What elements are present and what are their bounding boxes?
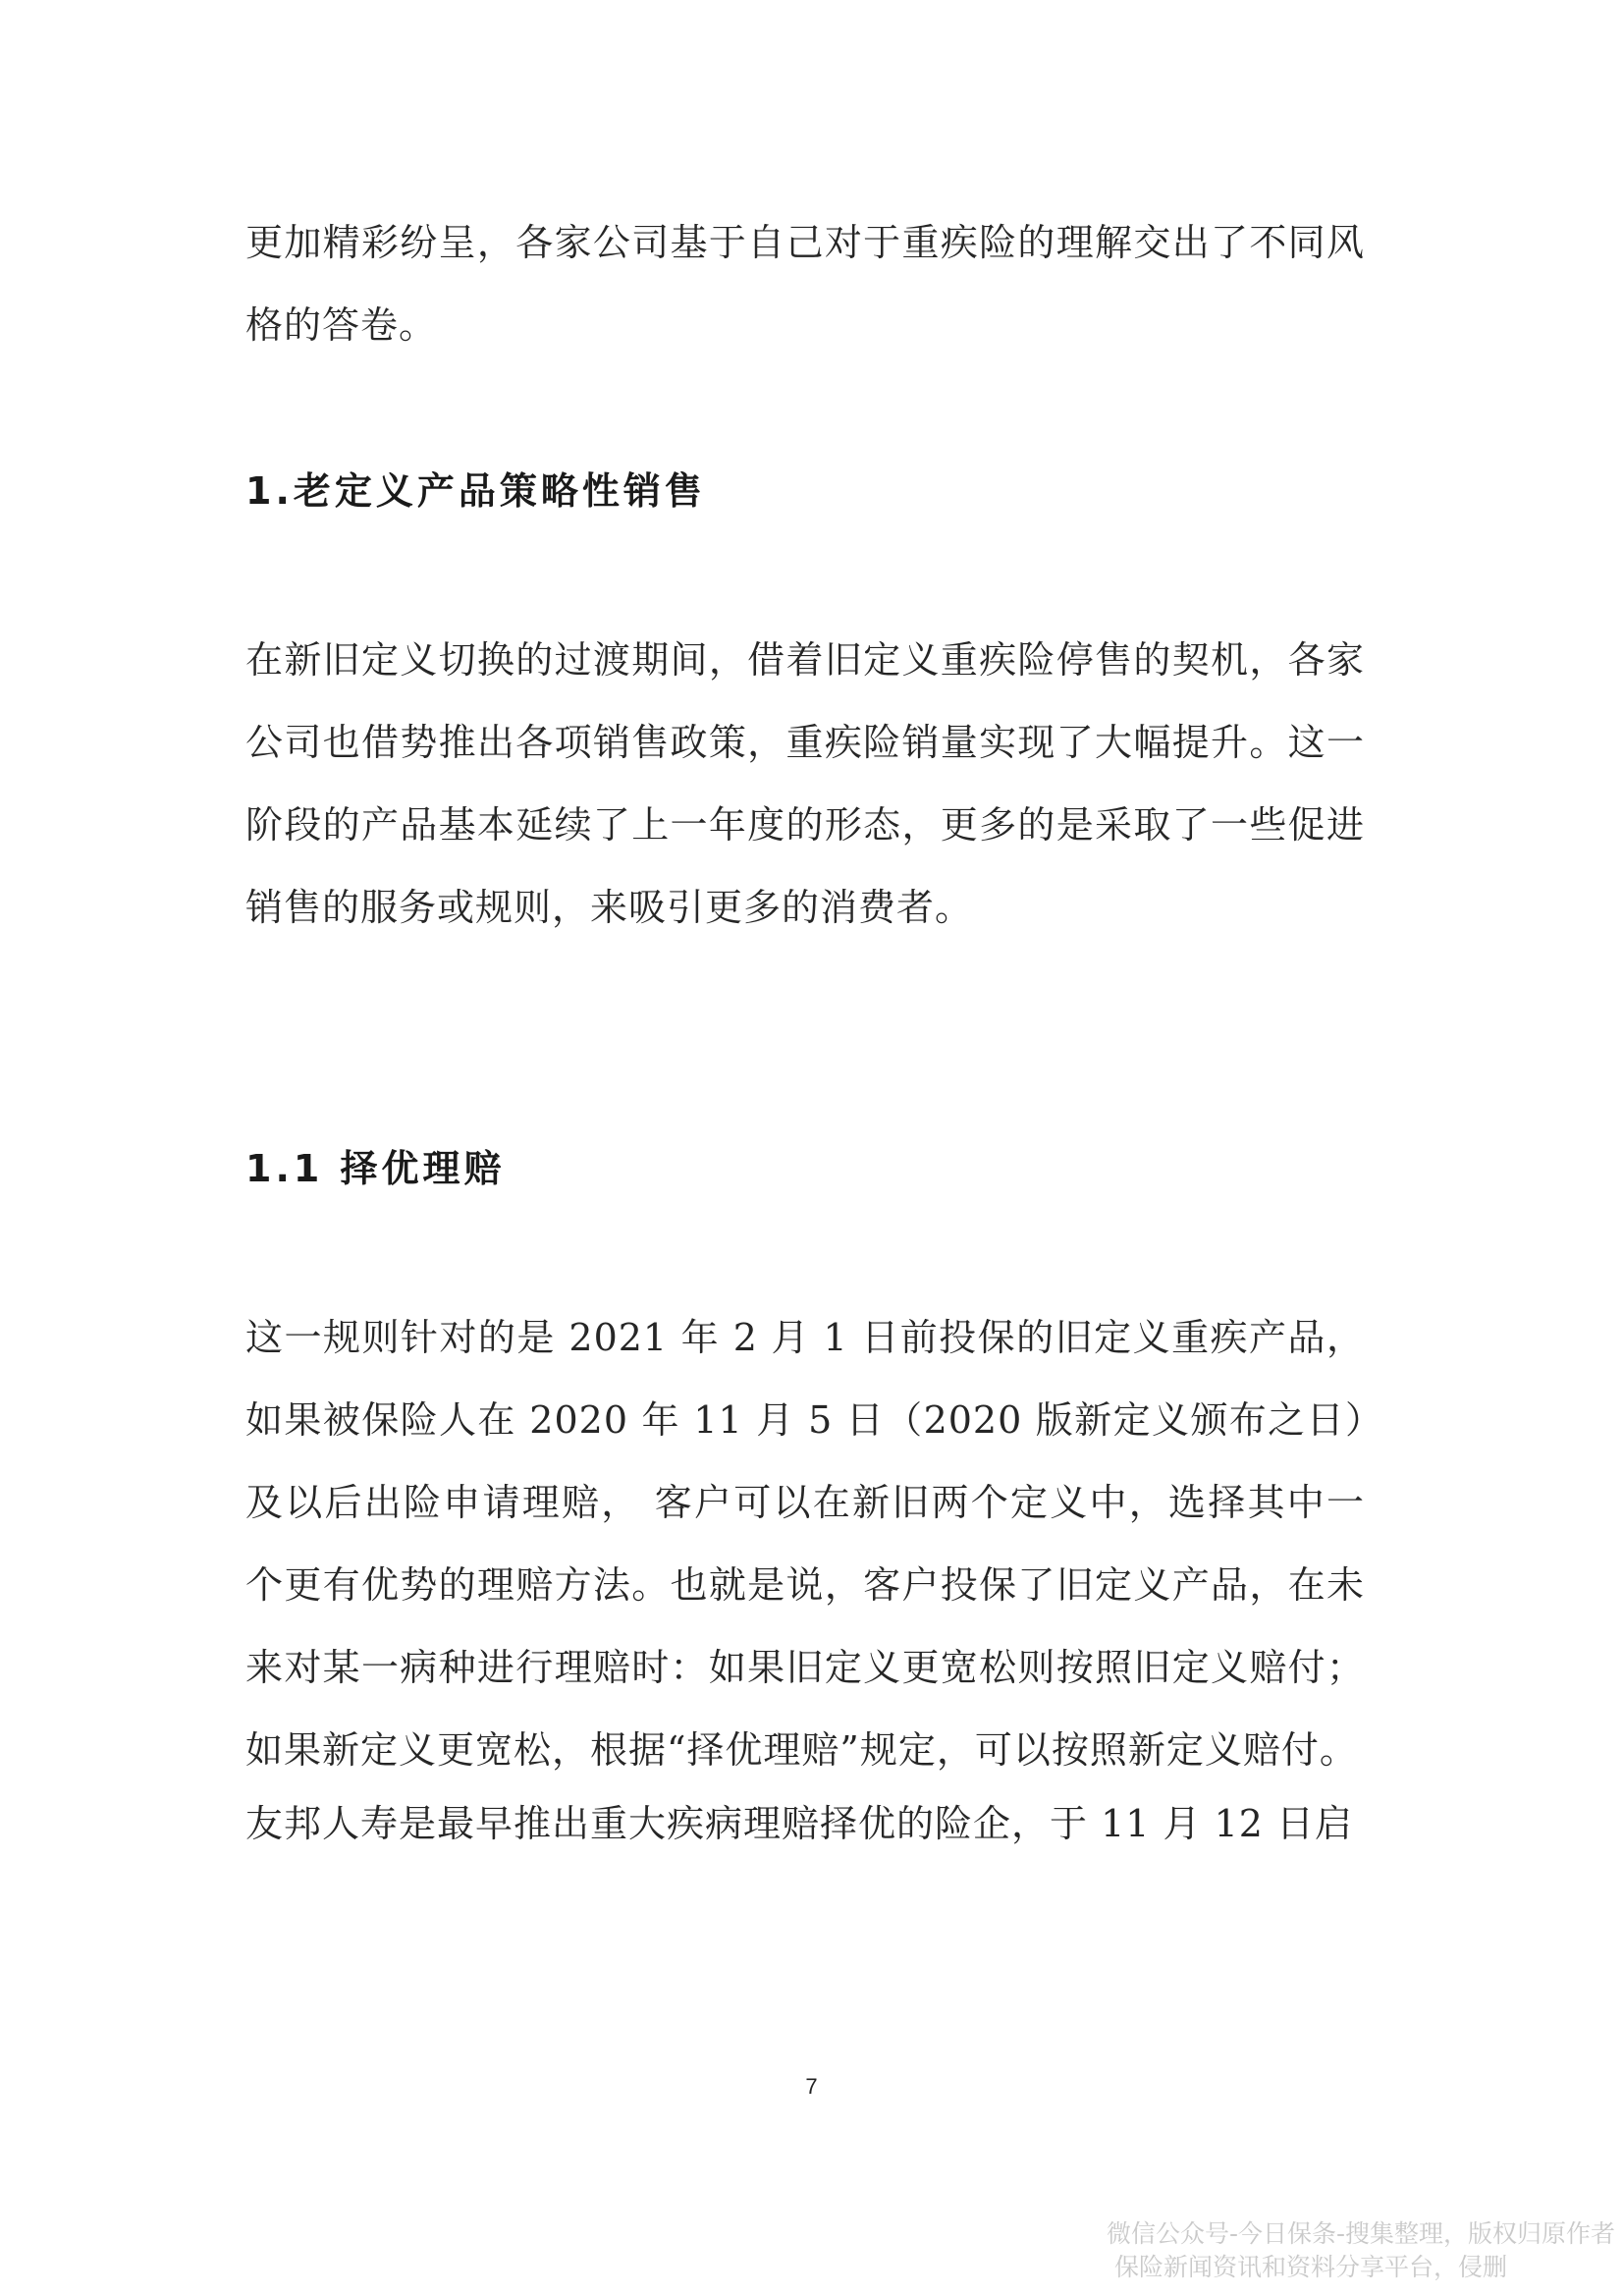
paragraph-aia-life: 友邦人寿是最早推出重大疾病理赔择优的险企，于 11 月 12 日启: [245, 1802, 1354, 1845]
watermark-line-1: 微信公众号-今日保条-搜集整理，版权归原作者: [1106, 2219, 1615, 2248]
paragraph-transition-period: 在新旧定义切换的过渡期间，借着旧定义重疾险停售的契机，各家公司也借势推出各项销售政策，重疾险销量实现了大幅提升。这一阶段的产品基本延续了上一年度的形态，更多的是采取了一些促进销售的服务或规则，来吸引更多的消费者。: [245, 638, 1365, 929]
watermark-line-2: 保险新闻资讯和资料分享平台，侵删: [1113, 2253, 1507, 2281]
section-heading-1: 1.老定义产品策略性销售: [245, 469, 706, 513]
paragraph-optimal-claims: 这一规则针对的是 2021 年 2 月 1 日前投保的旧定义重疾产品，如果被保险人在 2020 年 11 月 5 日（2020 版新定义颁布之日）及以后出险申请理赔， 客户可以在新旧两个定义中，选择其中一个更有优势的理赔方法。也就是说，客户投保了旧定义产品，在未来对某一病种进行理赔时：如果旧定义更宽松则按照旧定义赔付；如果新定义更宽松，根据“择优理赔”规定，可以按照新定义赔付。: [245, 1316, 1365, 1772]
section-heading-1-1: 1.1 择优理赔: [245, 1147, 506, 1190]
paragraph-intro: 更加精彩纷呈，各家公司基于自己对于重疾险的理解交出了不同风格的答卷。: [245, 221, 1365, 347]
page-number: 7: [805, 2074, 818, 2099]
watermark: [1107, 2217, 1615, 2284]
